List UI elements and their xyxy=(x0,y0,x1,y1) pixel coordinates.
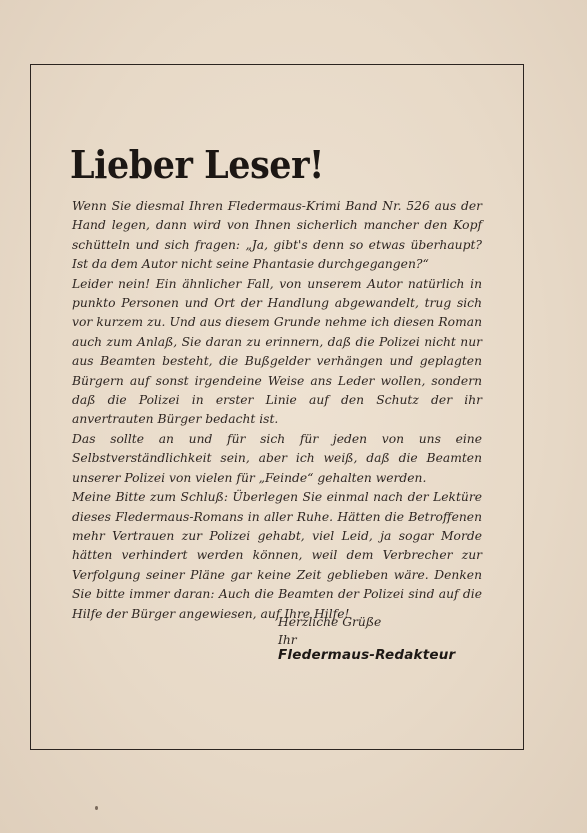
paragraph-selbstverstaendlichkeit: Das sollte an und für sich für jeden von uns eine Selbstverständlichkeit sein, aber ich weiß, daß die Beamten unserer Polizei von vielen für „Feinde“ gehalten werden. xyxy=(72,431,482,485)
signature: Fledermaus-Redakteur xyxy=(278,647,456,663)
closing-greeting: Herzliche Grüße xyxy=(278,615,382,629)
letter-heading: Lieber Leser! xyxy=(70,142,324,187)
paragraph-case: Leider nein! Ein ähnlicher Fall, von unserem Autor natürlich in punkto Personen und Ort der Handlung abgewandelt, trug sich vor kurzem zu. Und aus diesem Grunde nehme ich diesen Roman auch zum Anlaß, Sie daran zu erinnern, daß die Polizei nicht nur aus Beamten besteht, die Bußgelder verhängen und geplagten Bürgern auf sonst irgendeine Weise ans Leder wollen, sondern daß die Polizei in erster Linie auf den Schutz der ihr anvertrauten Bürger bedacht ist. xyxy=(72,276,482,427)
closing-ihr: Ihr xyxy=(278,633,297,647)
paragraph-intro: Wenn Sie diesmal Ihren Fledermaus-Krimi Band Nr. 526 aus der Hand legen, dann wird von Ihnen sicherlich mancher den Kopf schütteln und sich fragen: „Ja, gibt's denn so etwas überhaupt? Ist da dem Autor nicht seine Phantasie durchgegangen?“ xyxy=(72,199,482,272)
letter-body xyxy=(72,197,482,624)
paper-speck xyxy=(95,806,98,810)
paragraph-closing-request: Meine Bitte zum Schluß: Überlegen Sie einmal nach der Lektüre dieses Fledermaus-Romans in aller Ruhe. Hätten die Betroffenen mehr Vertrauen zur Polizei gehabt, viel Leid, ja sogar Morde hätten verhindert werden können, weil dem Verbrecher zur Verfolgung seiner Pläne gar keine Zeit geblieben wäre. Denken Sie bitte immer daran: Auch die Beamten der Polizei sind auf die Hilfe der Bürger angewiesen, auf Ihre Hilfe! xyxy=(72,490,482,621)
closing-block xyxy=(278,613,381,649)
